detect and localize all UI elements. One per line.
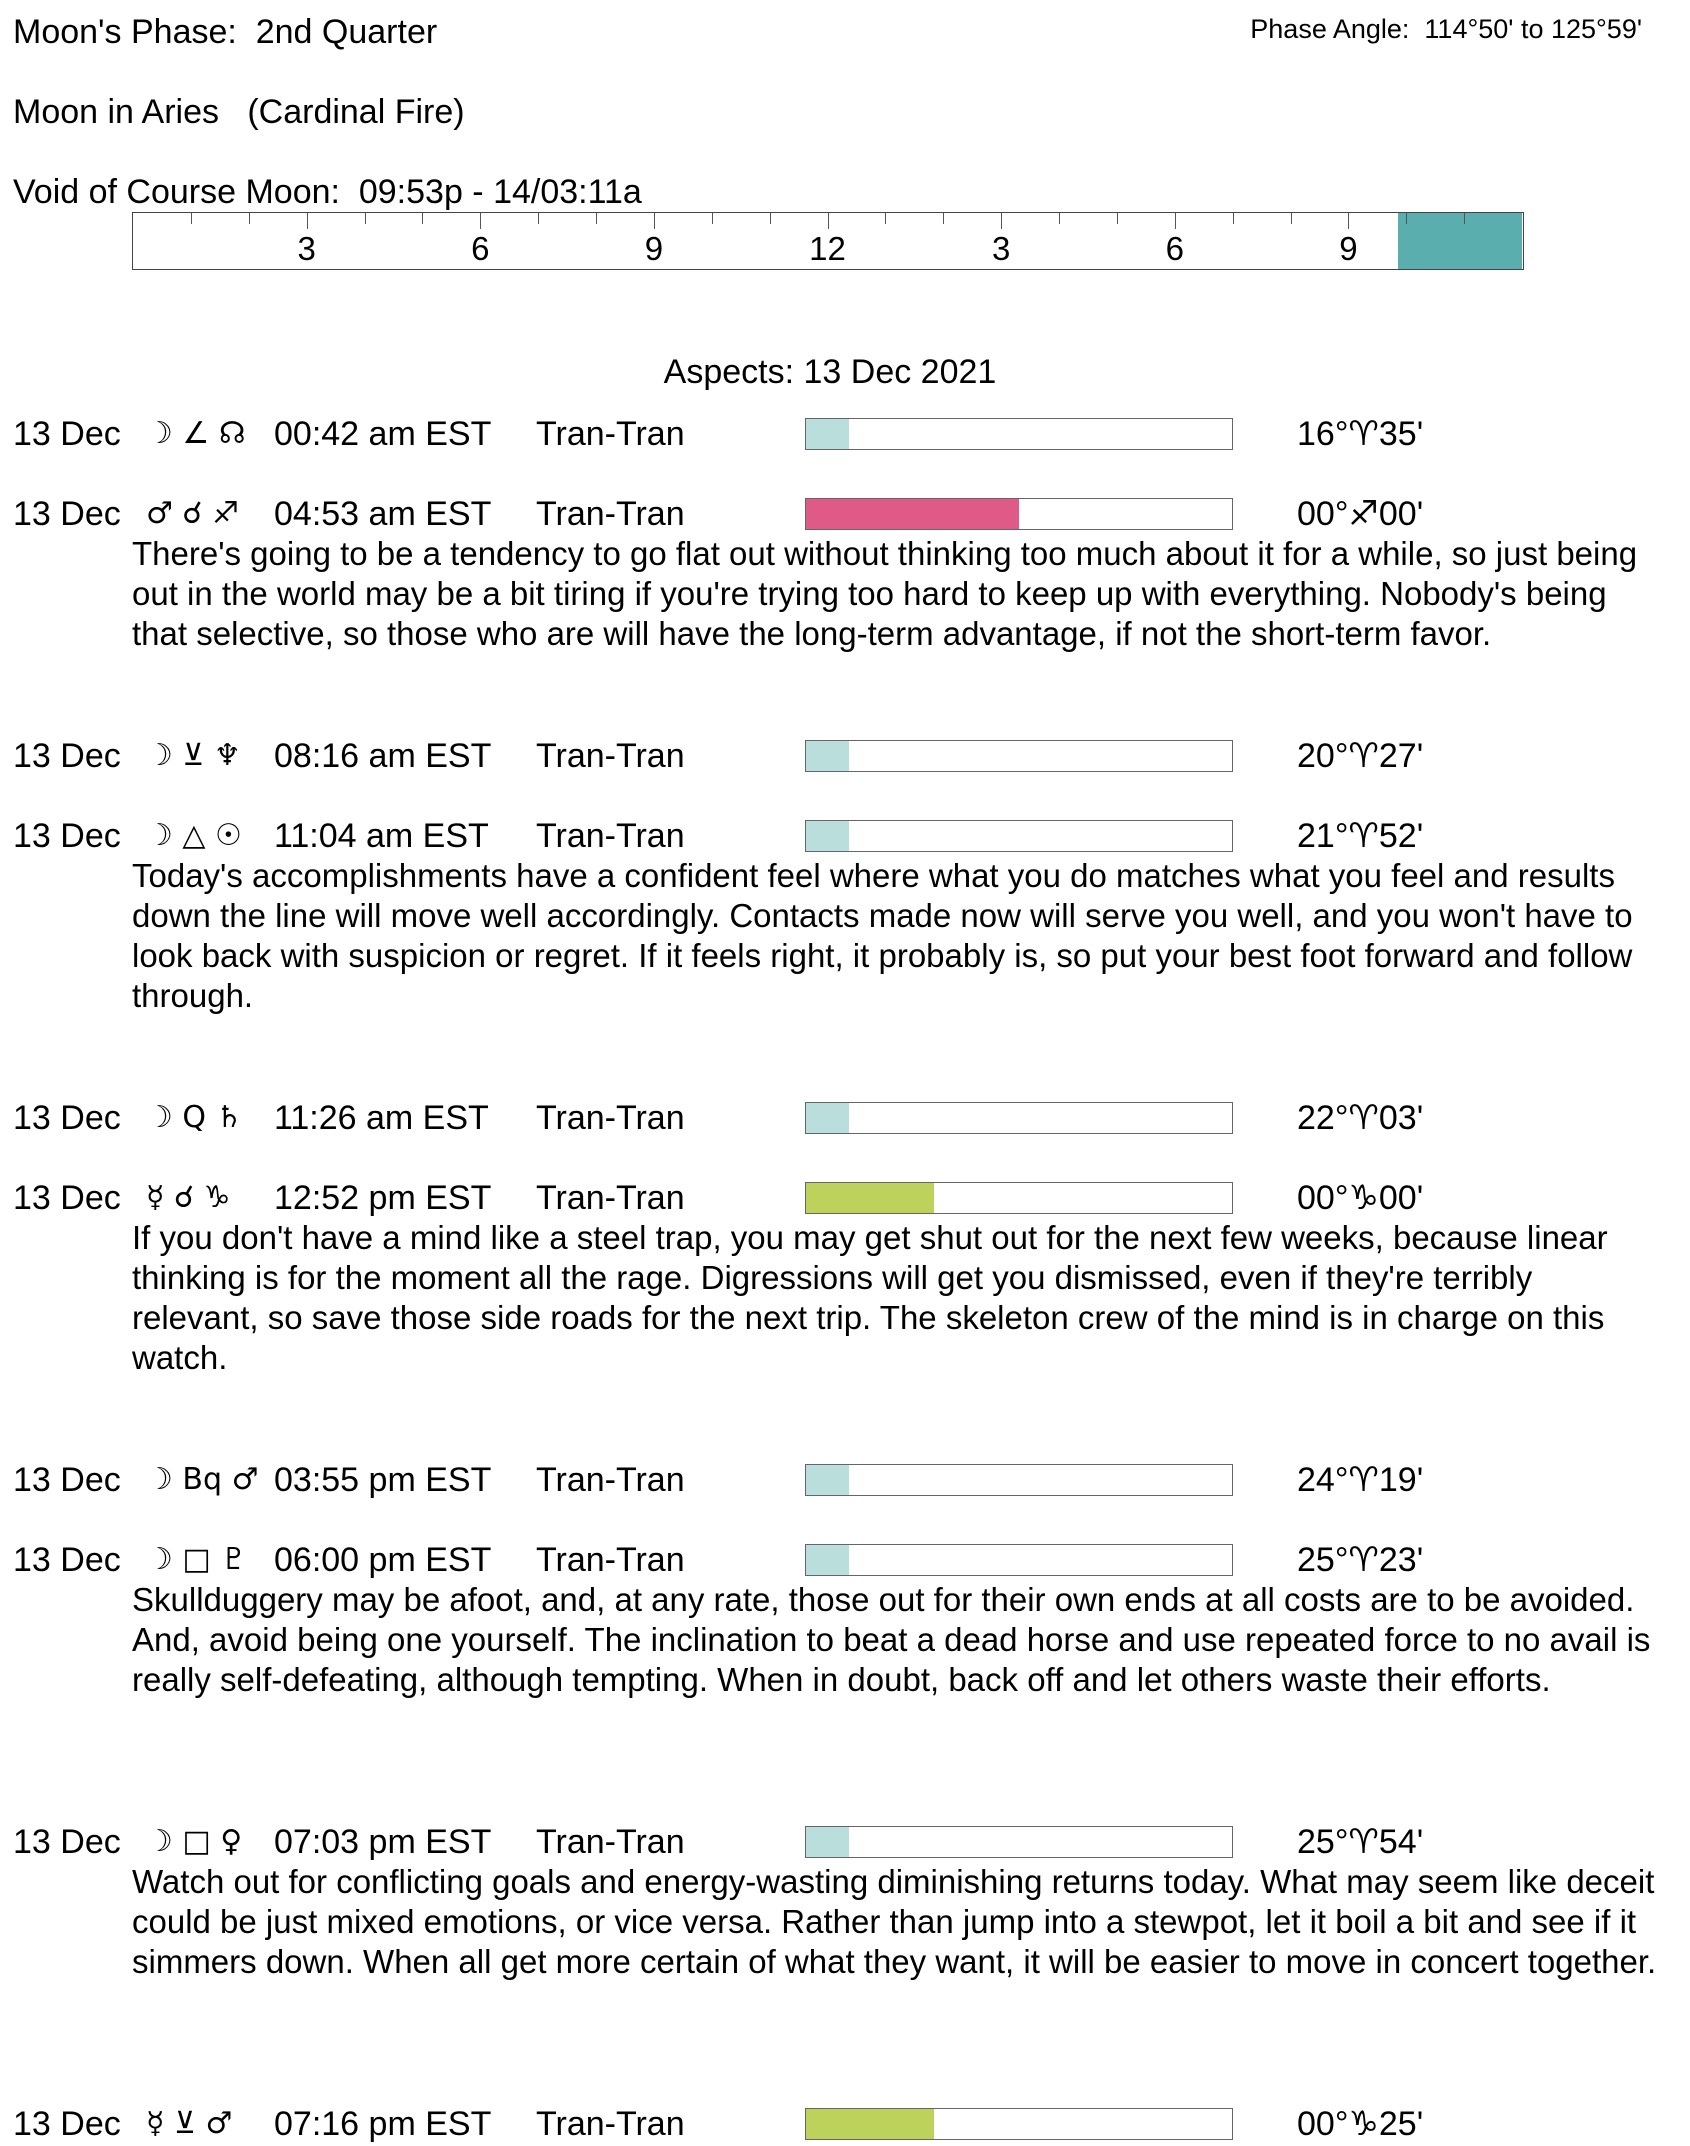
aspect-date: 13 Dec: [13, 415, 121, 453]
aspect-time: 11:04 am EST: [274, 817, 489, 855]
aspects-title: Aspects: 13 Dec 2021: [663, 353, 997, 391]
moon-sign: Moon in Aries (Cardinal Fire): [13, 93, 465, 131]
aspect-position: 24°♈19': [1297, 1461, 1424, 1499]
aspect-type: Tran-Tran: [536, 2105, 685, 2143]
aspect-position: 16°♈35': [1297, 415, 1424, 453]
aspect-strength-bar: [805, 498, 1233, 530]
aspect-entry: [0, 1096, 1690, 1140]
aspect-row: [0, 412, 1690, 456]
hour-tick: [480, 213, 481, 229]
aspect-entry: [0, 2102, 1690, 2146]
aspect-time: 06:00 pm EST: [274, 1541, 492, 1579]
void-of-course: Void of Course Moon: 09:53p - 14/03:11a: [13, 173, 642, 211]
aspect-time: 07:16 pm EST: [274, 2105, 492, 2143]
aspect-date: 13 Dec: [13, 737, 121, 775]
aspect-entry: [0, 814, 1690, 1014]
aspect-strength-bar: [805, 1102, 1233, 1134]
aspect-type: Tran-Tran: [536, 817, 685, 855]
aspect-strength-fill: [806, 499, 1019, 529]
aspect-entry: [0, 1538, 1690, 1698]
hour-tick: [1001, 213, 1002, 229]
aspect-date: 13 Dec: [13, 1179, 121, 1217]
aspect-time: 00:42 am EST: [274, 415, 492, 453]
aspect-position: 00°♐00': [1297, 495, 1424, 533]
void-of-course-timebar: [132, 212, 1524, 270]
aspect-type: Tran-Tran: [536, 1099, 685, 1137]
aspect-strength-fill: [806, 1103, 849, 1133]
aspect-entry: [0, 1820, 1690, 1980]
hour-tick: [191, 213, 192, 224]
aspect-glyphs: ☽ △ ☉: [146, 818, 242, 853]
hour-tick: [654, 213, 655, 229]
aspect-time: 07:03 pm EST: [274, 1823, 492, 1861]
moon-phase: Moon's Phase: 2nd Quarter: [13, 13, 438, 51]
hour-label: 6: [1165, 230, 1184, 267]
hour-tick: [538, 213, 539, 224]
hour-label: 3: [297, 230, 316, 267]
aspect-glyphs: ☿ ☌ ♑: [146, 1180, 231, 1215]
aspect-position: 25°♈23': [1297, 1541, 1424, 1579]
aspect-strength-fill: [806, 1183, 934, 1213]
aspect-time: 11:26 am EST: [274, 1099, 489, 1137]
aspect-glyphs: ☽ Bq ♂: [146, 1462, 259, 1497]
aspect-entry: [0, 1176, 1690, 1376]
aspect-position: 22°♈03': [1297, 1099, 1424, 1137]
aspect-strength-fill: [806, 2109, 934, 2139]
aspect-glyphs: ☽ Q ♄: [146, 1100, 243, 1135]
aspect-strength-bar: [805, 1826, 1233, 1858]
aspect-description: If you don't have a mind like a steel trap, you may get shut out for the next few weeks, because linear thinking is for the moment all the rage. Digressions will get you dismissed, even if they're terribly relevant, so save those side roads for the next trip. The skeleton crew of the mind is in charge on this watch.: [132, 1219, 1608, 1376]
aspect-strength-fill: [806, 1827, 849, 1857]
aspect-glyphs: ♂ ☌ ♐: [146, 496, 240, 531]
aspect-row: [0, 734, 1690, 778]
aspect-glyphs: ☽ □ ♀: [146, 1824, 243, 1859]
aspect-time: 08:16 am EST: [274, 737, 492, 775]
aspect-description: Watch out for conflicting goals and energy-wasting diminishing returns today. What may seem like deceit could be just mixed emotions, or vice versa. Rather than jump into a stewpot, let it boil a bit and see if it simmers down. When all get more certain of what they want, it will be easier to move in concert together.: [132, 1863, 1657, 1980]
aspect-date: 13 Dec: [13, 1099, 121, 1137]
aspect-strength-bar: [805, 1464, 1233, 1496]
aspect-description: Today's accomplishments have a confident feel where what you do matches what you feel and results down the line will move well accordingly. Contacts made now will serve you well, and you won't have to look back with suspicion or regret. If it feels right, it probably is, so put your best foot forward and follow through.: [132, 857, 1633, 1014]
hour-label: 9: [644, 230, 664, 267]
hour-label: 6: [471, 230, 490, 267]
aspect-glyphs: ☽ □ ♇: [146, 1542, 248, 1577]
aspect-strength-fill: [806, 821, 849, 851]
hour-tick: [1291, 213, 1292, 224]
hour-tick: [422, 213, 423, 224]
aspect-entry: [0, 734, 1690, 778]
phase-angle: Phase Angle: 114°50' to 125°59': [1250, 14, 1642, 44]
aspect-row: [0, 492, 1690, 536]
aspect-date: 13 Dec: [13, 1461, 121, 1499]
hour-tick: [365, 213, 366, 224]
hour-tick: [1059, 213, 1060, 224]
aspect-strength-bar: [805, 418, 1233, 450]
aspect-date: 13 Dec: [13, 1823, 121, 1861]
hour-tick: [885, 213, 886, 224]
aspect-strength-bar: [805, 1182, 1233, 1214]
aspect-row: [0, 2102, 1690, 2146]
aspect-strength-bar: [805, 1544, 1233, 1576]
aspect-strength-bar: [805, 2108, 1233, 2140]
aspect-time: 03:55 pm EST: [274, 1461, 492, 1499]
aspect-row: [0, 1176, 1690, 1220]
aspect-time: 12:52 pm EST: [274, 1179, 492, 1217]
hour-tick: [770, 213, 771, 224]
aspect-date: 13 Dec: [13, 2105, 121, 2143]
aspect-strength-fill: [806, 1545, 849, 1575]
aspect-date: 13 Dec: [13, 817, 121, 855]
aspect-position: 20°♈27': [1297, 737, 1424, 775]
aspect-date: 13 Dec: [13, 495, 121, 533]
aspect-strength-fill: [806, 419, 849, 449]
aspect-row: [0, 1096, 1690, 1140]
hour-tick: [1117, 213, 1118, 224]
aspect-row: [0, 1538, 1690, 1582]
void-of-course-fill: [1398, 213, 1522, 269]
hour-tick: [943, 213, 944, 224]
aspect-time: 04:53 am EST: [274, 495, 492, 533]
aspect-entry: [0, 1458, 1690, 1502]
hour-tick: [307, 213, 308, 229]
hour-tick: [249, 213, 250, 224]
aspect-type: Tran-Tran: [536, 415, 685, 453]
aspect-row: [0, 1458, 1690, 1502]
hour-tick: [712, 213, 713, 224]
aspect-type: Tran-Tran: [536, 495, 685, 533]
aspect-type: Tran-Tran: [536, 1461, 685, 1499]
aspect-position: 00°♑00': [1297, 1179, 1424, 1217]
aspect-strength-fill: [806, 741, 849, 771]
aspect-glyphs: ☿ ⊻ ♂: [146, 2106, 233, 2141]
hour-tick: [1175, 213, 1176, 229]
aspect-position: 25°♈54': [1297, 1823, 1424, 1861]
aspect-description: There's going to be a tendency to go flat out without thinking too much about it for a while, so just being out in the world may be a bit tiring if you're trying too hard to keep up with everything. Nobody's being that selective, so those who are will have the long-term advantage, if not the short-term favor.: [132, 535, 1638, 652]
aspect-glyphs: ☽ ⊻ ♆: [146, 738, 241, 773]
aspect-type: Tran-Tran: [536, 1179, 685, 1217]
aspect-strength-fill: [806, 1465, 849, 1495]
hour-tick: [1464, 213, 1465, 224]
hour-label: 3: [991, 230, 1011, 267]
aspect-strength-bar: [805, 740, 1233, 772]
aspect-type: Tran-Tran: [536, 1823, 685, 1861]
hour-tick: [1233, 213, 1234, 224]
hour-tick: [828, 213, 829, 229]
hour-tick: [1406, 213, 1407, 224]
hour-tick: [1348, 213, 1349, 229]
aspect-glyphs: ☽ ∠ ☊: [146, 416, 246, 451]
aspect-row: [0, 1820, 1690, 1864]
aspect-strength-bar: [805, 820, 1233, 852]
hour-tick: [596, 213, 597, 224]
hour-label: 12: [809, 230, 846, 267]
aspect-position: 21°♈52': [1297, 817, 1424, 855]
aspect-type: Tran-Tran: [536, 737, 685, 775]
aspect-entry: [0, 492, 1690, 652]
aspect-description: Skullduggery may be afoot, and, at any rate, those out for their own ends at all costs are to be avoided. And, avoid being one yourself. The inclination to beat a dead horse and use repeated force to no avail is really self-defeating, although tempting. When in doubt, back off and let others waste their efforts.: [132, 1581, 1651, 1698]
hour-label: 9: [1339, 230, 1358, 267]
aspect-entry: [0, 412, 1690, 456]
aspect-date: 13 Dec: [13, 1541, 121, 1579]
aspect-type: Tran-Tran: [536, 1541, 685, 1579]
aspect-row: [0, 814, 1690, 858]
aspect-position: 00°♑25': [1297, 2105, 1424, 2143]
